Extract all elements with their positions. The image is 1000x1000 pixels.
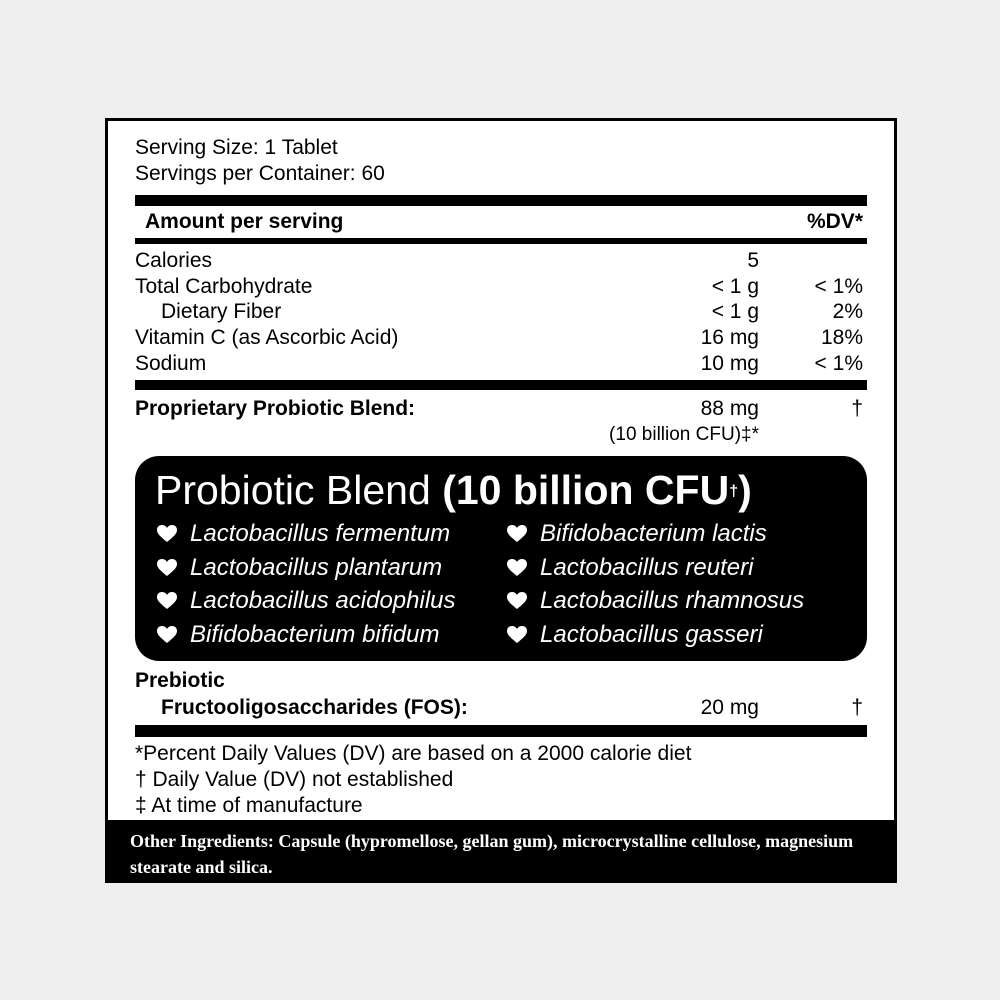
- blend-title-close: ): [738, 467, 752, 513]
- footnote-dv-basis: *Percent Daily Values (DV) are based on a 2000 calorie diet: [135, 742, 692, 765]
- thick-divider: [135, 725, 867, 737]
- nutrient-dv: < 1%: [814, 275, 863, 298]
- other-ingredients-band: [108, 820, 894, 880]
- nutrient-amount: 10 mg: [700, 352, 759, 375]
- species-name: Lactobacillus plantarum: [190, 553, 443, 581]
- species-list-left: [157, 518, 497, 652]
- species-name: Lactobacillus reuteri: [540, 553, 754, 581]
- prebiotic-name: Fructooligosaccharides (FOS):: [161, 696, 468, 719]
- species-item: [157, 552, 497, 586]
- nutrient-name: Calories: [135, 249, 213, 272]
- species-item: [157, 518, 497, 552]
- prebiotic-amount: 20 mg: [700, 696, 759, 719]
- proprietary-blend-cfu: (10 billion CFU)‡*: [609, 424, 759, 445]
- nutrient-amount: 5: [747, 249, 759, 272]
- other-ingredients-text: Other Ingredients: Capsule (hypromellose, gellan gum), microcrystalline cellulose, magnesium stearate and silica.: [130, 831, 854, 877]
- heart-icon: [157, 559, 177, 577]
- heart-icon: [507, 525, 527, 543]
- blend-title-cfu: (10 billion CFU: [442, 467, 730, 513]
- blend-title-dagger: †: [729, 483, 739, 500]
- nutrient-amount: 16 mg: [700, 326, 759, 349]
- heart-icon: [507, 592, 527, 610]
- species-item: [507, 552, 847, 586]
- species-item: [157, 619, 497, 653]
- nutrient-dv: 18%: [820, 326, 863, 349]
- footnote-double-dagger: ‡ At time of manufacture: [135, 794, 363, 817]
- supplement-facts-panel: [105, 118, 897, 883]
- dv-header-label: %DV*: [806, 210, 863, 233]
- thick-divider: [135, 195, 867, 206]
- species-name: Lactobacillus fermentum: [190, 520, 451, 547]
- species-item: [507, 518, 847, 552]
- species-item: [157, 585, 497, 619]
- probiotic-blend-box: [135, 456, 867, 661]
- species-list-right: [507, 518, 847, 652]
- heart-icon: [507, 626, 527, 644]
- species-item: [507, 619, 847, 653]
- nutrient-amount: < 1 g: [711, 300, 759, 323]
- proprietary-blend-amount: 88 mg: [700, 397, 759, 420]
- proprietary-blend-name: Proprietary Probiotic Blend:: [135, 397, 416, 420]
- proprietary-blend-dv: †: [851, 397, 863, 420]
- blend-title-bold: [442, 467, 752, 513]
- nutrient-name: Sodium: [135, 352, 207, 375]
- heart-icon: [157, 525, 177, 543]
- prebiotic-heading: Prebiotic: [135, 669, 225, 692]
- species-name: Bifidobacterium lactis: [540, 520, 767, 547]
- serving-size-text: Serving Size: 1 Tablet: [135, 136, 338, 159]
- blend-title-light: Probiotic Blend: [155, 467, 431, 513]
- prebiotic-dv: †: [851, 696, 863, 719]
- species-name: Bifidobacterium bifidum: [190, 620, 440, 648]
- species-name: Lactobacillus gasseri: [540, 620, 763, 648]
- nutrient-amount: < 1 g: [711, 275, 759, 298]
- nutrient-dv: < 1%: [814, 352, 863, 375]
- nutrient-name: Dietary Fiber: [161, 300, 282, 323]
- nutrient-name: Total Carbohydrate: [135, 275, 313, 298]
- footnote-dagger: † Daily Value (DV) not established: [135, 768, 454, 791]
- nutrient-dv: 2%: [832, 300, 863, 323]
- probiotic-blend-title: [155, 466, 752, 514]
- nutrient-name: Vitamin C (as Ascorbic Acid): [135, 326, 399, 349]
- amount-per-serving-label: Amount per serving: [145, 210, 344, 233]
- thick-divider: [135, 380, 867, 390]
- species-name: Lactobacillus rhamnosus: [540, 587, 805, 614]
- heart-icon: [507, 559, 527, 577]
- species-item: [507, 585, 847, 619]
- servings-per-container-text: Servings per Container: 60: [135, 162, 385, 185]
- heart-icon: [157, 626, 177, 644]
- heart-icon: [157, 592, 177, 610]
- medium-divider: [135, 238, 867, 244]
- species-name: Lactobacillus acidophilus: [190, 587, 456, 614]
